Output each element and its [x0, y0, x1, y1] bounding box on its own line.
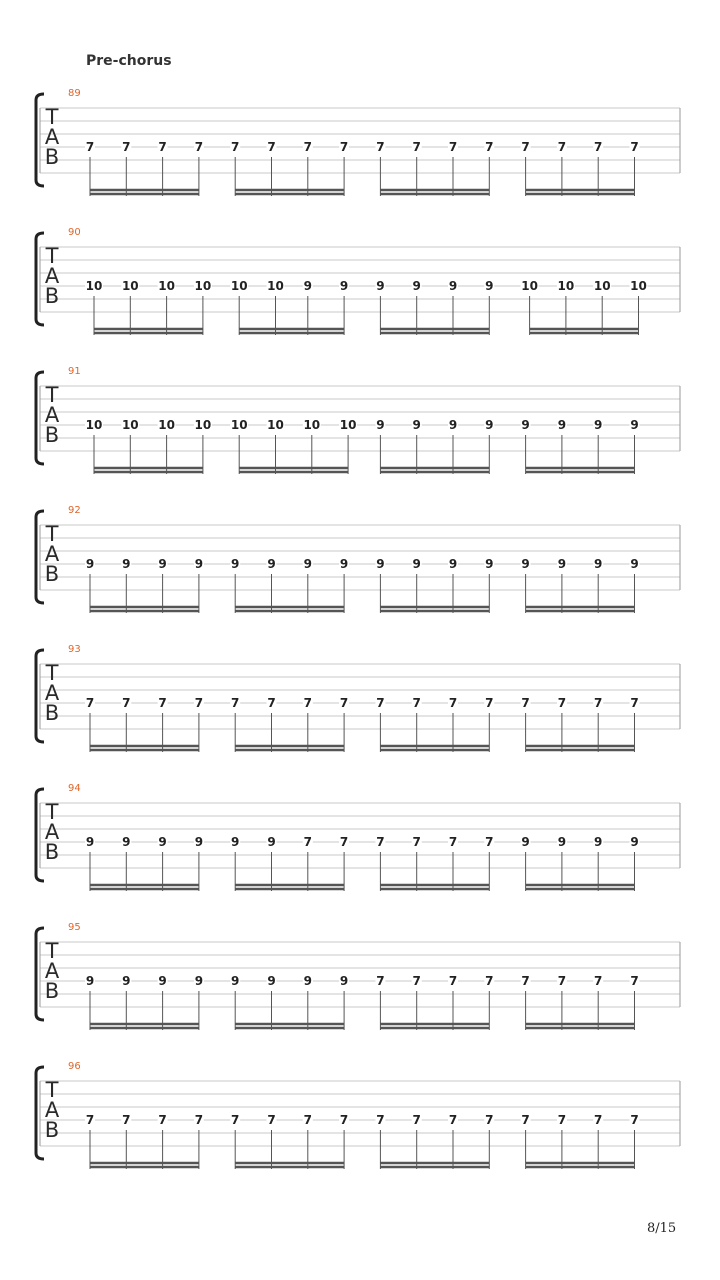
- tab-clef-letter: A: [44, 681, 60, 705]
- fret-number: 7: [85, 696, 95, 710]
- fret-number: 7: [339, 1113, 349, 1127]
- tab-system: [0, 1059, 720, 1198]
- fret-number: 9: [412, 279, 421, 293]
- fret-number: 9: [630, 557, 639, 571]
- tab-clef-letter: A: [44, 403, 60, 427]
- fret-number: 10: [267, 418, 284, 432]
- fret-number: 7: [122, 140, 131, 154]
- fret-number: 7: [122, 696, 131, 710]
- tab-clef-letter: T: [45, 522, 59, 546]
- fret-number: 10: [121, 418, 139, 432]
- fret-number: 7: [376, 974, 385, 988]
- fret-number: 7: [376, 696, 385, 710]
- fret-number: 9: [267, 974, 276, 988]
- fret-number: 7: [412, 696, 421, 710]
- fret-number: 9: [85, 557, 95, 571]
- fret-number: 9: [194, 557, 204, 571]
- fret-number: 7: [557, 140, 567, 154]
- fret-number: 9: [85, 835, 95, 849]
- fret-number: 7: [303, 1113, 312, 1127]
- fret-number: 7: [485, 835, 494, 849]
- fret-number: 7: [303, 835, 312, 849]
- tab-system: [0, 364, 720, 503]
- tab-clef-letter: A: [44, 542, 60, 566]
- fret-number: 10: [230, 279, 248, 293]
- fret-number: 7: [557, 696, 567, 710]
- tab-clef-letter: A: [44, 264, 60, 288]
- fret-number: 9: [376, 557, 385, 571]
- fret-number: 9: [339, 974, 349, 988]
- fret-number: 7: [376, 1113, 385, 1127]
- fret-number: 9: [303, 557, 312, 571]
- fret-number: 7: [376, 140, 385, 154]
- fret-number: 10: [267, 279, 284, 293]
- fret-number: 7: [557, 974, 567, 988]
- tab-clef-letter: B: [44, 145, 60, 169]
- tab-clef-letter: B: [44, 562, 60, 586]
- fret-number: 9: [267, 557, 276, 571]
- fret-number: 9: [376, 279, 385, 293]
- tab-clef-letter: B: [44, 701, 60, 725]
- tab-system: [0, 920, 720, 1059]
- fret-number: 9: [303, 279, 312, 293]
- fret-number: 9: [557, 835, 567, 849]
- tab-system: [0, 781, 720, 920]
- fret-number: 9: [194, 835, 204, 849]
- fret-number: 9: [594, 557, 603, 571]
- fret-number: 7: [448, 140, 458, 154]
- fret-number: 10: [557, 279, 575, 293]
- fret-number: 7: [267, 696, 276, 710]
- fret-number: 7: [194, 1113, 204, 1127]
- fret-number: 9: [231, 557, 240, 571]
- fret-number: 7: [267, 1113, 276, 1127]
- fret-number: 9: [594, 835, 603, 849]
- fret-number: 9: [122, 557, 131, 571]
- fret-number: 7: [485, 974, 494, 988]
- fret-number: 7: [412, 1113, 421, 1127]
- tab-staff: [0, 920, 720, 1059]
- tab-clef-letter: B: [44, 423, 60, 447]
- fret-number: 7: [122, 1113, 131, 1127]
- fret-number: 10: [121, 279, 139, 293]
- tab-clef-letter: B: [44, 284, 60, 308]
- fret-number: 7: [194, 140, 204, 154]
- fret-number: 9: [521, 835, 530, 849]
- fret-number: 9: [158, 557, 167, 571]
- fret-number: 10: [630, 279, 647, 293]
- measure-number: 89: [68, 88, 81, 99]
- tab-clef-letter: T: [45, 383, 59, 407]
- fret-number: 9: [376, 418, 385, 432]
- tab-clef-letter: A: [44, 959, 60, 983]
- fret-number: 9: [448, 557, 458, 571]
- fret-number: 9: [485, 557, 494, 571]
- fret-number: 7: [630, 140, 639, 154]
- fret-number: 7: [594, 140, 603, 154]
- tab-clef-letter: T: [45, 661, 59, 685]
- fret-number: 9: [267, 835, 276, 849]
- tab-clef-letter: B: [44, 840, 60, 864]
- fret-number: 7: [85, 140, 95, 154]
- fret-number: 7: [158, 140, 167, 154]
- tab-system: [0, 225, 720, 364]
- tab-clef-letter: A: [44, 125, 60, 149]
- fret-number: 7: [339, 835, 349, 849]
- fret-number: 7: [303, 696, 312, 710]
- tab-staff: [0, 364, 720, 503]
- tab-staff: [0, 781, 720, 920]
- tab-clef-letter: B: [44, 1118, 60, 1142]
- fret-number: 9: [630, 835, 639, 849]
- fret-number: 7: [194, 696, 204, 710]
- fret-number: 9: [557, 418, 567, 432]
- fret-number: 7: [521, 696, 530, 710]
- section-title: Pre-chorus: [86, 53, 172, 69]
- tab-system: [0, 86, 720, 225]
- fret-number: 7: [303, 140, 312, 154]
- measure-number: 95: [68, 922, 81, 933]
- measure-number: 96: [68, 1061, 81, 1072]
- fret-number: 9: [448, 279, 458, 293]
- fret-number: 7: [448, 835, 458, 849]
- fret-number: 9: [412, 418, 421, 432]
- fret-number: 10: [194, 418, 212, 432]
- fret-number: 9: [303, 974, 312, 988]
- fret-number: 10: [230, 418, 248, 432]
- fret-number: 9: [194, 974, 204, 988]
- fret-number: 7: [630, 974, 639, 988]
- fret-number: 7: [485, 140, 494, 154]
- fret-number: 7: [376, 835, 385, 849]
- tab-staff: [0, 86, 720, 225]
- fret-number: 10: [194, 279, 212, 293]
- fret-number: 7: [630, 1113, 639, 1127]
- tab-staff: [0, 503, 720, 642]
- fret-number: 10: [339, 418, 357, 432]
- measure-number: 93: [68, 644, 81, 655]
- fret-number: 9: [339, 557, 349, 571]
- fret-number: 10: [303, 418, 321, 432]
- fret-number: 7: [448, 974, 458, 988]
- measure-number: 91: [68, 366, 81, 377]
- fret-number: 9: [485, 279, 494, 293]
- fret-number: 7: [267, 140, 276, 154]
- fret-number: 9: [412, 557, 421, 571]
- fret-number: 9: [339, 279, 349, 293]
- fret-number: 7: [630, 696, 639, 710]
- fret-number: 7: [521, 140, 530, 154]
- tab-clef-letter: A: [44, 1098, 60, 1122]
- tab-system: [0, 642, 720, 781]
- tab-clef-letter: A: [44, 820, 60, 844]
- fret-number: 9: [85, 974, 95, 988]
- tab-clef-letter: T: [45, 244, 59, 268]
- fret-number: 10: [521, 279, 538, 293]
- fret-number: 9: [630, 418, 639, 432]
- measure-number: 94: [68, 783, 81, 794]
- page-number: 8/15: [647, 1221, 677, 1236]
- fret-number: 7: [231, 140, 240, 154]
- measure-number: 90: [68, 227, 81, 238]
- tab-clef-letter: T: [45, 105, 59, 129]
- fret-number: 9: [485, 418, 494, 432]
- fret-number: 7: [594, 1113, 603, 1127]
- fret-number: 9: [158, 835, 167, 849]
- tab-system: [0, 503, 720, 642]
- tab-clef-letter: B: [44, 979, 60, 1003]
- fret-number: 7: [231, 1113, 240, 1127]
- tab-clef-letter: T: [45, 939, 59, 963]
- tab-staff: [0, 225, 720, 364]
- fret-number: 10: [85, 418, 103, 432]
- fret-number: 7: [448, 696, 458, 710]
- fret-number: 10: [593, 279, 611, 293]
- fret-number: 9: [448, 418, 458, 432]
- fret-number: 9: [122, 974, 131, 988]
- fret-number: 7: [521, 974, 530, 988]
- fret-number: 7: [485, 1113, 494, 1127]
- fret-number: 9: [521, 418, 530, 432]
- measure-number: 92: [68, 505, 81, 516]
- fret-number: 7: [158, 1113, 167, 1127]
- fret-number: 7: [521, 1113, 530, 1127]
- fret-number: 7: [448, 1113, 458, 1127]
- fret-number: 7: [339, 140, 349, 154]
- fret-number: 7: [339, 696, 349, 710]
- fret-number: 7: [485, 696, 494, 710]
- fret-number: 7: [412, 835, 421, 849]
- fret-number: 10: [158, 279, 175, 293]
- tab-clef-letter: T: [45, 800, 59, 824]
- fret-number: 7: [85, 1113, 95, 1127]
- fret-number: 9: [122, 835, 131, 849]
- fret-number: 10: [158, 418, 175, 432]
- tab-staff: [0, 642, 720, 781]
- fret-number: 9: [594, 418, 603, 432]
- fret-number: 9: [231, 835, 240, 849]
- fret-number: 7: [557, 1113, 567, 1127]
- tab-clef-letter: T: [45, 1078, 59, 1102]
- fret-number: 7: [594, 974, 603, 988]
- fret-number: 9: [158, 974, 167, 988]
- fret-number: 10: [85, 279, 103, 293]
- tab-staff: [0, 1059, 720, 1198]
- fret-number: 9: [521, 557, 530, 571]
- fret-number: 7: [412, 140, 421, 154]
- fret-number: 7: [231, 696, 240, 710]
- fret-number: 9: [231, 974, 240, 988]
- fret-number: 9: [557, 557, 567, 571]
- fret-number: 7: [158, 696, 167, 710]
- fret-number: 7: [412, 974, 421, 988]
- fret-number: 7: [594, 696, 603, 710]
